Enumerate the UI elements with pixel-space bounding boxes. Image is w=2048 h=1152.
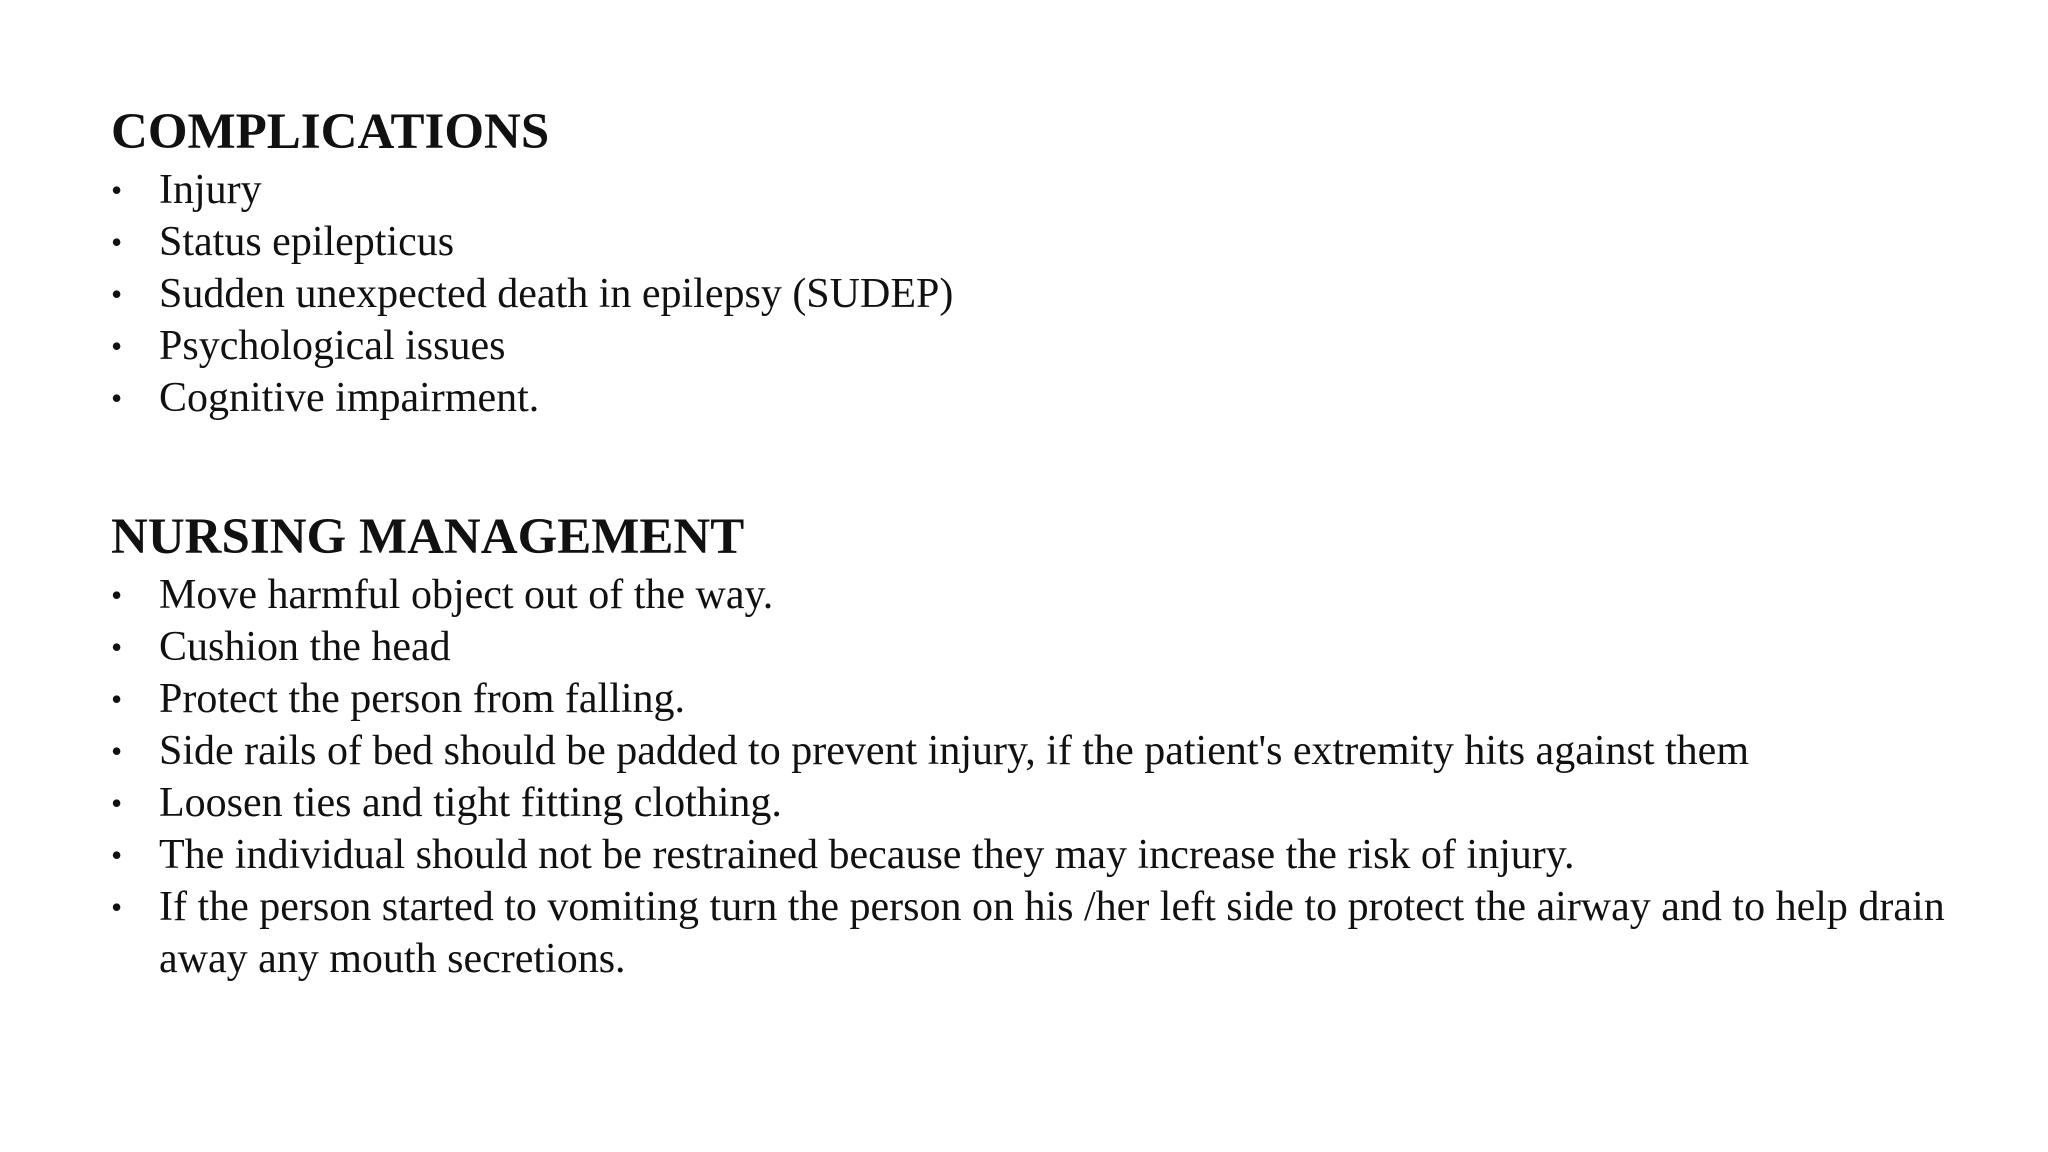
bullet-icon: • <box>111 577 123 613</box>
list-item-text: Move harmful object out of the way. <box>159 572 774 618</box>
list-item-text: Cushion the head <box>159 624 451 670</box>
complications-list <box>111 164 1971 424</box>
bullet-icon: • <box>111 733 123 769</box>
list-item-text: Injury <box>159 167 262 213</box>
bullet-icon: • <box>111 785 123 821</box>
nursing-management-section <box>111 505 1971 985</box>
list-item <box>111 268 1971 320</box>
list-item <box>111 725 1971 777</box>
list-item-text: Psychological issues <box>159 323 506 369</box>
bullet-icon: • <box>111 681 123 717</box>
list-item <box>111 569 1971 621</box>
list-item-text: Sudden unexpected death in epilepsy (SUDEP) <box>159 271 954 317</box>
list-item <box>111 320 1971 372</box>
bullet-icon: • <box>111 629 123 665</box>
list-item-text: Status epilepticus <box>159 219 455 265</box>
complications-heading: COMPLICATIONS <box>111 104 550 160</box>
nursing-management-heading: NURSING MANAGEMENT <box>111 509 745 565</box>
list-item-text: Side rails of bed should be padded to prevent injury, if the patient's extremity hits against them <box>159 728 1749 774</box>
bullet-icon: • <box>111 328 123 364</box>
list-item-text: Cognitive impairment. <box>159 375 540 421</box>
bullet-icon: • <box>111 276 123 312</box>
list-item <box>111 673 1971 725</box>
list-item <box>111 621 1971 673</box>
list-item-text: Loosen ties and tight fitting clothing. <box>159 780 782 826</box>
list-item-text: Protect the person from falling. <box>159 676 686 722</box>
list-item-text: If the person started to vomiting turn the person on his /her left side to protect the airway and to help drain away any mouth secretions. <box>159 884 1945 982</box>
bullet-icon: • <box>111 224 123 260</box>
list-item <box>111 777 1971 829</box>
bullet-icon: • <box>111 889 123 925</box>
nursing-management-list <box>111 569 1971 985</box>
list-item-text: The individual should not be restrained because they may increase the risk of injury. <box>159 832 1575 878</box>
list-item <box>111 829 1971 881</box>
list-item <box>111 216 1971 268</box>
list-item <box>111 372 1971 424</box>
list-item <box>111 881 1971 985</box>
bullet-icon: • <box>111 837 123 873</box>
complications-section <box>111 100 1971 424</box>
bullet-icon: • <box>111 172 123 208</box>
list-item <box>111 164 1971 216</box>
bullet-icon: • <box>111 380 123 416</box>
